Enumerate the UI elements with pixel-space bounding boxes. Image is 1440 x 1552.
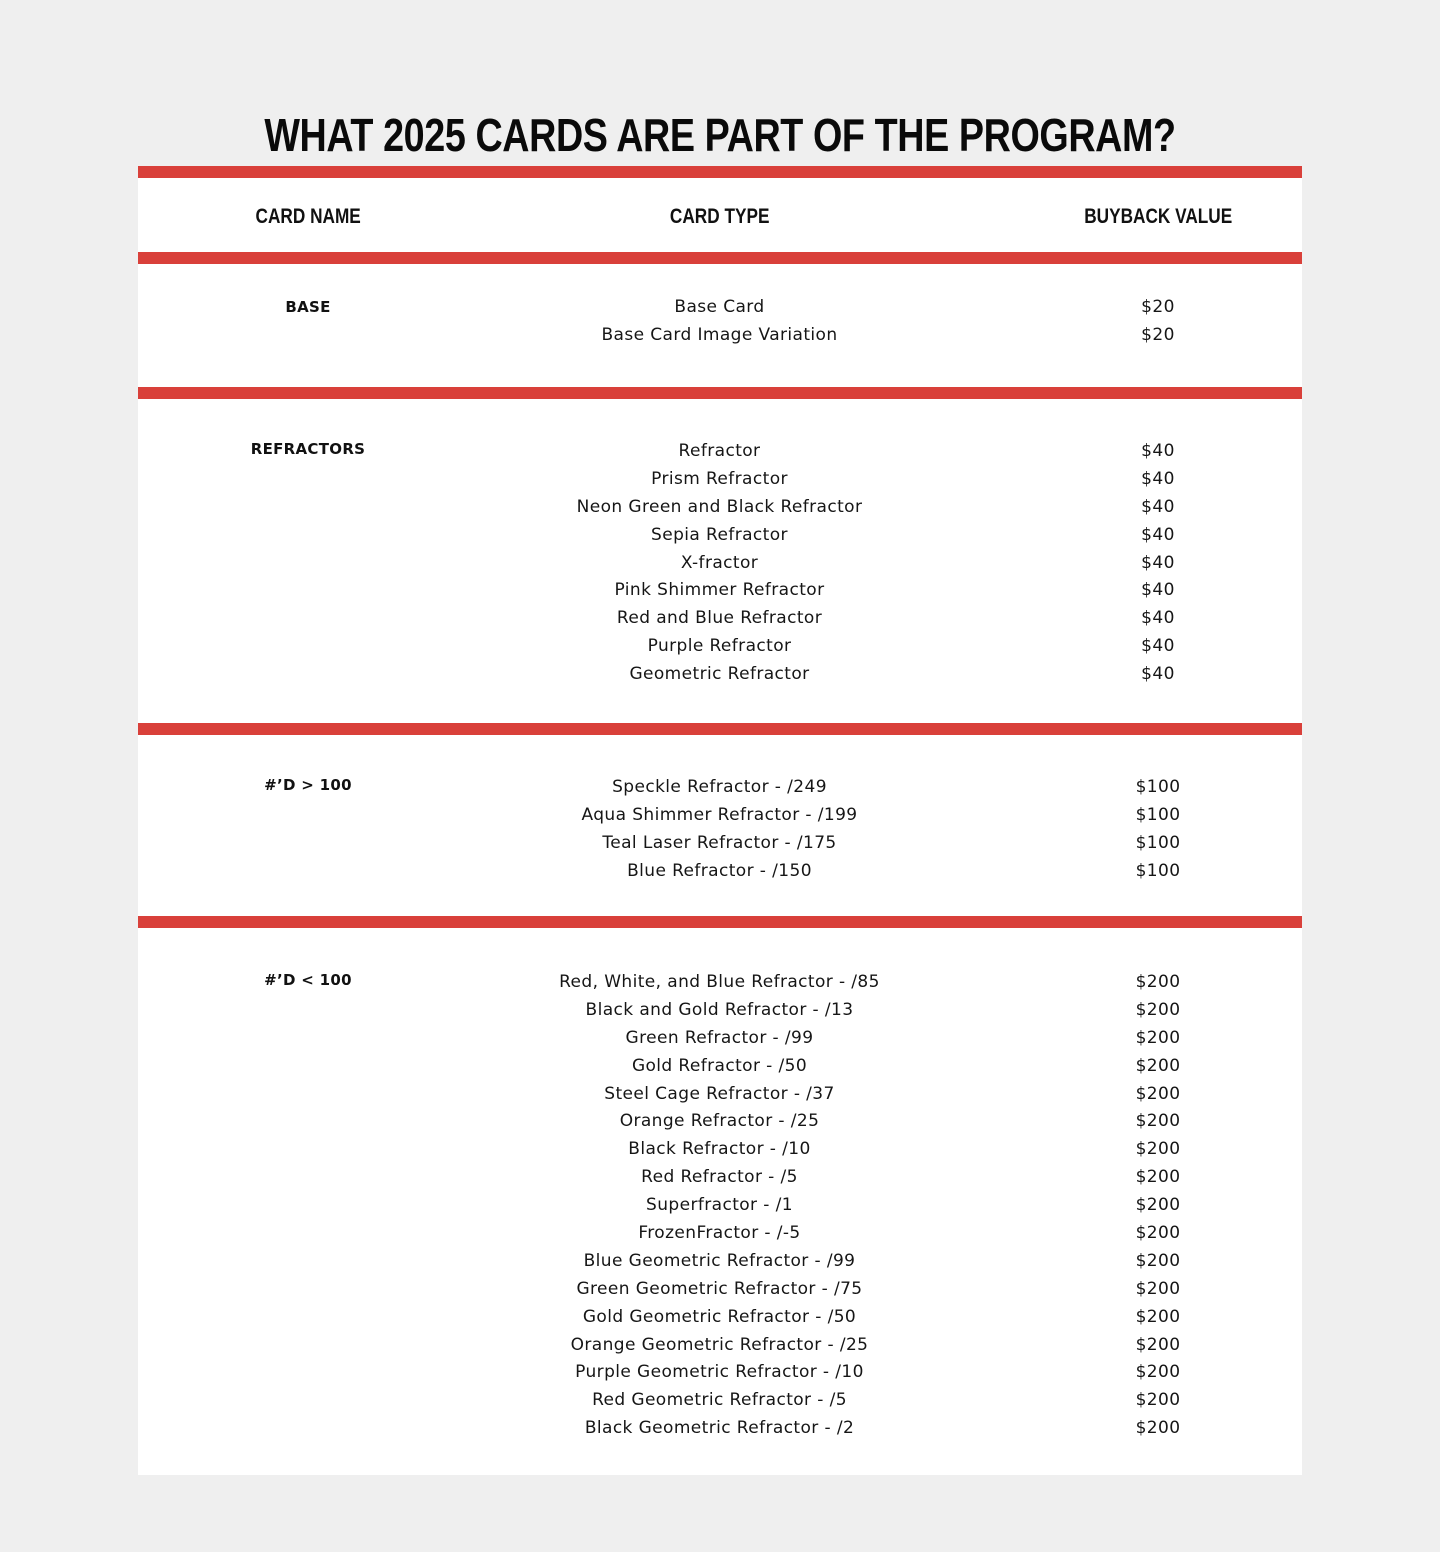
card-type-cell: FrozenFractor - /-5 <box>638 1223 801 1244</box>
header-card-name: CARD NAME <box>255 205 361 228</box>
buyback-value-cell: $200 <box>1135 1027 1181 1048</box>
table-row <box>138 1415 1302 1443</box>
buyback-value-cell: $100 <box>1135 832 1181 853</box>
buyback-value-cell: $40 <box>1141 552 1175 573</box>
table-row <box>138 1108 1302 1136</box>
buyback-value-cell: $200 <box>1135 1390 1181 1411</box>
card-type-cell: Purple Geometric Refractor - /10 <box>575 1362 864 1383</box>
buyback-value-cell: $40 <box>1141 524 1175 545</box>
section-rows <box>138 774 1302 886</box>
table-row <box>138 802 1302 830</box>
table-row <box>138 494 1302 522</box>
card-type-cell: Blue Geometric Refractor - /99 <box>583 1250 856 1271</box>
section-label: #’D < 100 <box>264 971 352 989</box>
card-type-cell: Orange Refractor - /25 <box>619 1111 820 1132</box>
table-row <box>138 577 1302 605</box>
buyback-value-cell: $40 <box>1141 441 1175 461</box>
buyback-value-cell: $20 <box>1141 297 1175 317</box>
card-type-cell: Geometric Refractor <box>629 664 810 685</box>
card-type-cell: Superfractor - /1 <box>646 1195 793 1216</box>
card-type-cell: Green Refractor - /99 <box>625 1027 814 1048</box>
section-label: REFRACTORS <box>250 440 366 458</box>
table-row <box>138 858 1302 886</box>
table-row <box>138 605 1302 633</box>
buyback-value-cell: $200 <box>1135 1334 1181 1355</box>
table-row <box>138 438 1302 466</box>
table-row <box>138 1276 1302 1304</box>
table-row <box>138 1332 1302 1360</box>
table-row <box>138 1248 1302 1276</box>
section-label: #’D > 100 <box>264 776 352 794</box>
section-divider-rule <box>138 387 1302 399</box>
card-type-cell: Black Refractor - /10 <box>628 1139 811 1160</box>
buyback-value-cell: $200 <box>1135 1278 1181 1299</box>
buyback-value-cell: $200 <box>1135 1418 1181 1439</box>
buyback-value-cell: $200 <box>1135 1083 1181 1104</box>
buyback-value-cell: $100 <box>1135 860 1181 881</box>
card-type-cell: Red and Blue Refractor <box>616 608 823 629</box>
header-bottom-rule <box>138 252 1302 264</box>
table-row <box>138 1053 1302 1081</box>
table-row <box>138 997 1302 1025</box>
table-row <box>138 522 1302 550</box>
buyback-value-cell: $200 <box>1135 1111 1181 1132</box>
buyback-value-cell: $40 <box>1141 580 1175 601</box>
buyback-value-cell: $200 <box>1135 1195 1181 1216</box>
card-type-cell: X-fractor <box>680 552 759 573</box>
table-row <box>138 774 1302 802</box>
table-row <box>138 1220 1302 1248</box>
buyback-value-cell: $200 <box>1135 972 1181 992</box>
table-row <box>138 830 1302 858</box>
table-row <box>138 1025 1302 1053</box>
buyback-value-cell: $40 <box>1141 636 1175 657</box>
section-divider-rule <box>138 723 1302 735</box>
card-type-cell: Sepia Refractor <box>651 524 788 545</box>
card-type-cell: Red Geometric Refractor - /5 <box>592 1390 847 1411</box>
section-rows <box>138 438 1302 689</box>
buyback-value-cell: $40 <box>1141 664 1175 685</box>
table-row <box>138 1192 1302 1220</box>
buyback-value-cell: $100 <box>1135 777 1181 797</box>
section-divider-rule <box>138 916 1302 928</box>
card-type-cell: Neon Green and Black Refractor <box>576 496 863 517</box>
table-row <box>138 322 1302 350</box>
section-rows <box>138 294 1302 350</box>
card-type-cell: Base Card <box>674 297 765 317</box>
card-type-cell: Orange Geometric Refractor - /25 <box>570 1334 869 1355</box>
buyback-value-cell: $200 <box>1135 1139 1181 1160</box>
header-card-type: CARD TYPE <box>669 205 770 228</box>
card-type-cell: Refractor <box>678 441 761 461</box>
page-title: WHAT 2025 CARDS ARE PART OF THE PROGRAM? <box>264 108 1176 161</box>
buyback-value-cell: $20 <box>1141 324 1175 345</box>
buyback-value-cell: $40 <box>1141 496 1175 517</box>
card-type-cell: Gold Geometric Refractor - /50 <box>582 1306 857 1327</box>
table-row <box>138 294 1302 322</box>
card-type-cell: Black and Gold Refractor - /13 <box>585 999 854 1020</box>
section-rows <box>138 969 1302 1443</box>
card-type-cell: Speckle Refractor - /249 <box>612 777 827 797</box>
buyback-value-cell: $200 <box>1135 1167 1181 1188</box>
card-type-cell: Gold Refractor - /50 <box>631 1055 808 1076</box>
buyback-value-cell: $200 <box>1135 1223 1181 1244</box>
card-type-cell: Teal Laser Refractor - /175 <box>602 832 837 853</box>
table-row <box>138 633 1302 661</box>
buyback-table <box>138 166 1302 1475</box>
table-row <box>138 1304 1302 1332</box>
card-type-cell: Purple Refractor <box>647 636 792 657</box>
buyback-value-cell: $40 <box>1141 468 1175 489</box>
table-row <box>138 1359 1302 1387</box>
table-row <box>138 1164 1302 1192</box>
buyback-value-cell: $200 <box>1135 1250 1181 1271</box>
card-type-cell: Red Refractor - /5 <box>641 1167 798 1188</box>
card-type-cell: Prism Refractor <box>651 468 788 489</box>
table-row <box>138 550 1302 578</box>
buyback-value-cell: $200 <box>1135 1306 1181 1327</box>
card-type-cell: Red, White, and Blue Refractor - /85 <box>559 972 880 992</box>
table-row <box>138 969 1302 997</box>
card-type-cell: Base Card Image Variation <box>601 324 838 345</box>
table-row <box>138 1136 1302 1164</box>
table-row <box>138 466 1302 494</box>
card-type-cell: Aqua Shimmer Refractor - /199 <box>581 804 858 825</box>
card-type-cell: Steel Cage Refractor - /37 <box>604 1083 835 1104</box>
buyback-value-cell: $200 <box>1135 999 1181 1020</box>
table-row <box>138 1387 1302 1415</box>
buyback-value-cell: $40 <box>1141 608 1175 629</box>
card-type-cell: Green Geometric Refractor - /75 <box>576 1278 863 1299</box>
section-label: BASE <box>285 298 331 316</box>
buyback-value-cell: $100 <box>1135 804 1181 825</box>
card-type-cell: Pink Shimmer Refractor <box>614 580 825 601</box>
buyback-value-cell: $200 <box>1135 1055 1181 1076</box>
table-row <box>138 1081 1302 1109</box>
header-buyback-value: BUYBACK VALUE <box>1084 205 1232 228</box>
card-type-cell: Black Geometric Refractor - /2 <box>584 1418 855 1439</box>
table-top-rule <box>138 166 1302 178</box>
table-row <box>138 661 1302 689</box>
buyback-value-cell: $200 <box>1135 1362 1181 1383</box>
card-type-cell: Blue Refractor - /150 <box>627 860 812 881</box>
